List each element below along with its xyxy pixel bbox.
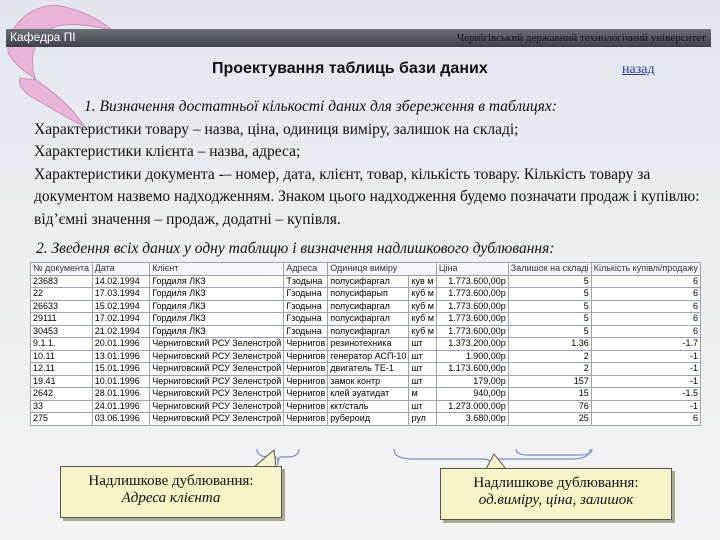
table-cell: 5: [508, 300, 591, 313]
table-cell: 1.373.200,00р: [436, 338, 508, 351]
university-name: Чернігівський державний технологічний університет: [456, 32, 706, 44]
column-header: Дата: [92, 263, 149, 276]
table-cell: Гзодына: [284, 313, 328, 326]
table-cell: Тзодына: [284, 275, 328, 288]
table-cell: 5: [508, 275, 591, 288]
table-cell: Гзодына: [284, 300, 328, 313]
department-label: Кафедра ПІ: [10, 30, 76, 44]
table-cell: 1.36: [508, 338, 591, 351]
table-cell: -1.7: [591, 338, 700, 351]
table-cell: 25: [508, 413, 591, 426]
table-cell: 15.01.1996: [92, 363, 149, 376]
table-cell: шт: [409, 375, 436, 388]
callout-units: [440, 468, 672, 520]
text-line: Характеристики клієнта – назва, адреса;: [34, 143, 301, 160]
table-cell: полусифарып: [328, 288, 409, 301]
column-header: Залишок на складі: [508, 263, 591, 276]
table-cell: 2: [508, 350, 591, 363]
table-cell: 1.773.600,00р: [436, 313, 508, 326]
table-cell: Гордиля ЛКЗ: [150, 275, 284, 288]
table-row: [31, 400, 701, 413]
table-cell: 15.02.1994: [92, 300, 149, 313]
page-title: Проектування таблиць бази даних: [212, 60, 488, 77]
table-cell: куб м: [409, 288, 436, 301]
table-cell: Чернигов: [284, 375, 328, 388]
table-cell: куб м: [409, 300, 436, 313]
table-cell: полусифаргал: [328, 300, 409, 313]
table-cell: шт: [409, 350, 436, 363]
column-header: Кількість купівлі/продажу: [591, 263, 700, 276]
table-cell: 5: [508, 325, 591, 338]
table-cell: полусифаргал: [328, 313, 409, 326]
table-cell: Черниговский РСУ Зеленстрой: [150, 363, 284, 376]
data-table: [30, 262, 701, 426]
table-cell: Чернигов: [284, 338, 328, 351]
table-row: [31, 275, 701, 288]
callout-pointer-left: [250, 448, 280, 468]
table-cell: Черниговский РСУ Зеленстрой: [150, 400, 284, 413]
table-row: [31, 363, 701, 376]
table-row: [31, 375, 701, 388]
column-header: № документа: [31, 263, 93, 276]
table-cell: 30453: [31, 325, 93, 338]
table-cell: шт: [409, 400, 436, 413]
table-cell: Гордиля ЛКЗ: [150, 288, 284, 301]
table-cell: Черниговский РСУ Зеленстрой: [150, 375, 284, 388]
table-cell: 26633: [31, 300, 93, 313]
table-cell: 1.773.600,00р: [436, 275, 508, 288]
table-cell: кув м: [409, 275, 436, 288]
table-header-row: [31, 263, 701, 276]
table-cell: шт: [409, 338, 436, 351]
table-cell: 1.773.600,00р: [436, 325, 508, 338]
table-cell: -1: [591, 375, 700, 388]
table-cell: 1.173.600,00р: [436, 363, 508, 376]
callout-address: [60, 466, 282, 518]
table-cell: 2642: [31, 388, 93, 401]
table-cell: 1.900,00р: [436, 350, 508, 363]
callout-title: Надлишкове дублювання:: [473, 475, 639, 491]
table-cell: 10.01.1996: [92, 375, 149, 388]
table-cell: 10.11: [31, 350, 93, 363]
table-row: [31, 288, 701, 301]
text-line: Характеристики товару – назва, ціна, одиниця виміру, залишок на складі;: [34, 120, 519, 138]
table-cell: 15: [508, 388, 591, 401]
table-cell: Гордиля ЛКЗ: [150, 300, 284, 313]
text-line: Характеристики документа -– номер, дата, клієнт, товар, кількість товару. Кількість товару за документом назвемо надходженням. Знаком цього надходження будемо позначати продаж і купівлю: від’ємні значення – продаж, додатні – купівля.: [34, 165, 700, 228]
table-cell: полусифаргал: [328, 275, 409, 288]
table-cell: 1.273.000,00р: [436, 400, 508, 413]
table-cell: ккт/сталь: [328, 400, 409, 413]
table-cell: 29111: [31, 313, 93, 326]
column-header: Адреса: [284, 263, 328, 276]
table-cell: 6: [591, 413, 700, 426]
table-cell: куб м: [409, 313, 436, 326]
section-1-heading: 1. Визначення достатньої кількості даних для збереження в таблицях:: [84, 98, 557, 115]
table-cell: Гзодына: [284, 288, 328, 301]
table-cell: 2: [508, 363, 591, 376]
table-cell: -1.5: [591, 388, 700, 401]
table-cell: замок контр: [328, 375, 409, 388]
table-cell: 1.773.600,00р: [436, 300, 508, 313]
table-row: [31, 300, 701, 313]
table-cell: -1: [591, 350, 700, 363]
table-row: [31, 388, 701, 401]
table-cell: 76: [508, 400, 591, 413]
table-cell: 940,00р: [436, 388, 508, 401]
table-cell: 1.773.600,00р: [436, 288, 508, 301]
column-header: Ціна: [436, 263, 508, 276]
table-cell: 33: [31, 400, 93, 413]
table-cell: Черниговский РСУ Зеленстрой: [150, 350, 284, 363]
table-cell: 21.02.1994: [92, 325, 149, 338]
callout-detail: Адреса клієнта: [121, 490, 221, 506]
table-cell: 22: [31, 288, 93, 301]
table-cell: 17.02.1994: [92, 313, 149, 326]
table-cell: двигатель ТЕ-1: [328, 363, 409, 376]
table-cell: 157: [508, 375, 591, 388]
table-cell: 24.01.1996: [92, 400, 149, 413]
table-cell: Чернигов: [284, 413, 328, 426]
table-cell: 20.01.1996: [92, 338, 149, 351]
table-row: [31, 338, 701, 351]
table-row: [31, 325, 701, 338]
table-cell: Чернигов: [284, 363, 328, 376]
table-cell: 17.03.1994: [92, 288, 149, 301]
table-cell: шт: [409, 363, 436, 376]
table-cell: 03.06.1996: [92, 413, 149, 426]
table-cell: -1: [591, 400, 700, 413]
table-cell: 5: [508, 288, 591, 301]
table-cell: 28.01.1996: [92, 388, 149, 401]
table-cell: 3.680,00р: [436, 413, 508, 426]
table-cell: 14.02.1994: [92, 275, 149, 288]
table-cell: 6: [591, 275, 700, 288]
table-cell: 6: [591, 300, 700, 313]
callout-detail: од.виміру, ціна, залишок: [478, 492, 634, 508]
section-2-heading: 2. Зведення всіх даних у одну таблицю і визначення надлишкового дублювання:: [36, 240, 555, 257]
callout-title: Надлишкове дублювання:: [88, 473, 254, 489]
table-cell: 13.01.1996: [92, 350, 149, 363]
table-cell: 179,00р: [436, 375, 508, 388]
table-cell: 6: [591, 288, 700, 301]
table-cell: клей эуатидат: [328, 388, 409, 401]
bracket-remainder: [514, 447, 594, 461]
table-cell: генератор АСП-10: [328, 350, 409, 363]
section-1: [34, 96, 706, 231]
table-cell: Черниговский РСУ Зеленстрой: [150, 338, 284, 351]
table-cell: рубероид: [328, 413, 409, 426]
table-cell: 6: [591, 313, 700, 326]
table-row: [31, 350, 701, 363]
table-cell: Черниговский РСУ Зеленстрой: [150, 413, 284, 426]
column-header: Клієнт: [150, 263, 284, 276]
table-cell: резинотехника: [328, 338, 409, 351]
table-cell: Гордиля ЛКЗ: [150, 325, 284, 338]
back-link[interactable]: назад: [622, 62, 655, 77]
table-cell: Чернигов: [284, 400, 328, 413]
table-row: [31, 313, 701, 326]
table-cell: полусифаргал: [328, 325, 409, 338]
table-cell: Чернигов: [284, 388, 328, 401]
table-cell: м: [409, 388, 436, 401]
column-header: Одиниця виміру: [328, 263, 437, 276]
table-cell: 9.1.1.: [31, 338, 93, 351]
table-cell: 19.41: [31, 375, 93, 388]
table-cell: 12.11: [31, 363, 93, 376]
table-cell: куб м: [409, 325, 436, 338]
table-cell: -1: [591, 363, 700, 376]
table-cell: Чернигов: [284, 350, 328, 363]
table-row: [31, 413, 701, 426]
table-cell: 23683: [31, 275, 93, 288]
table-cell: рул: [409, 413, 436, 426]
table-cell: 275: [31, 413, 93, 426]
table-cell: Гордиля ЛКЗ: [150, 313, 284, 326]
table-cell: Черниговский РСУ Зеленстрой: [150, 388, 284, 401]
table-cell: Гзодына: [284, 325, 328, 338]
table-cell: 5: [508, 313, 591, 326]
table-cell: 6: [591, 325, 700, 338]
